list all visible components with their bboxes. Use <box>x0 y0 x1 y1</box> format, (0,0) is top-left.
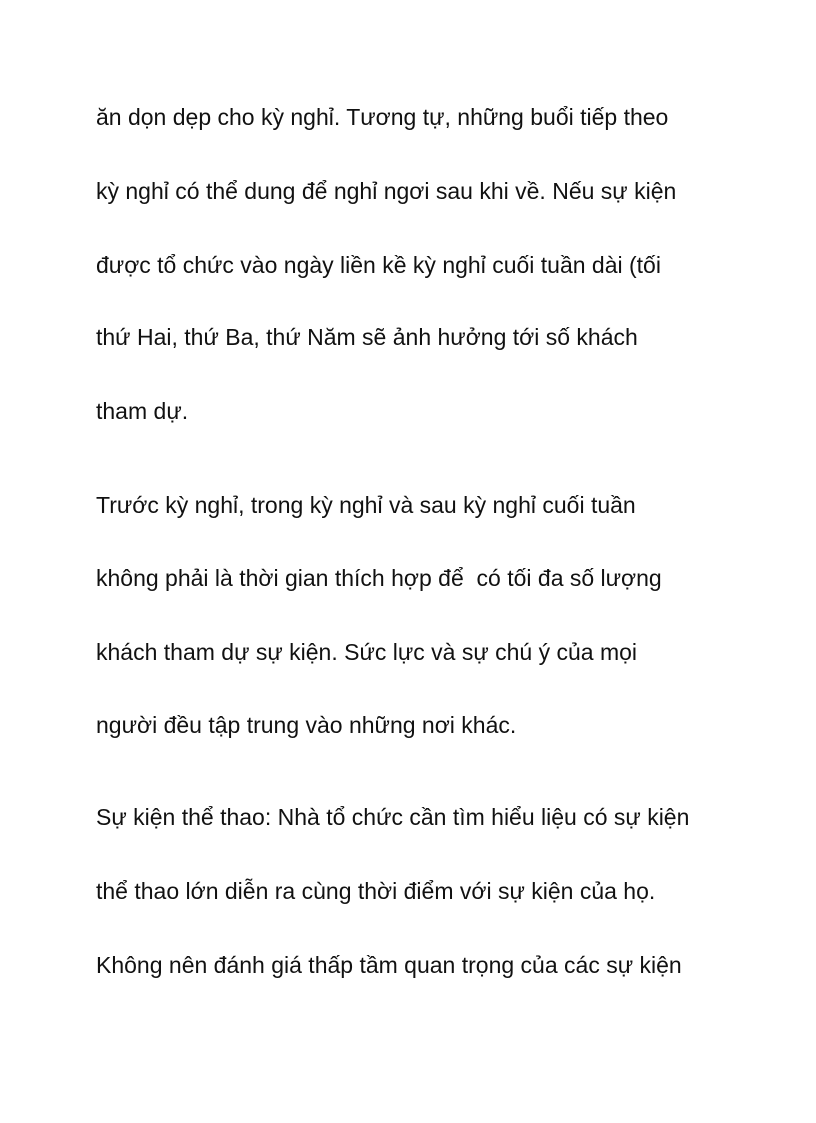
text-line: thể thao lớn diễn ra cùng thời điểm với sự kiện của họ. <box>96 878 656 904</box>
text-line: Trước kỳ nghỉ, trong kỳ nghỉ và sau kỳ nghỉ cuối tuần <box>96 492 636 518</box>
text-line: Không nên đánh giá thấp tầm quan trọng của các sự kiện <box>96 952 682 978</box>
text-line: ăn dọn dẹp cho kỳ nghỉ. Tương tự, những buổi tiếp theo <box>96 104 669 130</box>
text-line: khách tham dự sự kiện. Sức lực và sự chú ý của mọi <box>96 639 638 665</box>
text-line: được tổ chức vào ngày liền kề kỳ nghỉ cuối tuần dài (tối <box>96 252 661 278</box>
text-line: thứ Hai, thứ Ba, thứ Năm sẽ ảnh hưởng tới số khách <box>96 324 638 350</box>
text-line: tham dự. <box>96 398 189 424</box>
text-line: người đều tập trung vào những nơi khác. <box>96 712 517 738</box>
text-line: không phải là thời gian thích hợp để có tối đa số lượng <box>96 565 662 591</box>
text-line: Sự kiện thể thao: Nhà tổ chức cần tìm hiểu liệu có sự kiện <box>96 804 690 830</box>
text-line: kỳ nghỉ có thể dung để nghỉ ngơi sau khi về. Nếu sự kiện <box>96 178 677 204</box>
